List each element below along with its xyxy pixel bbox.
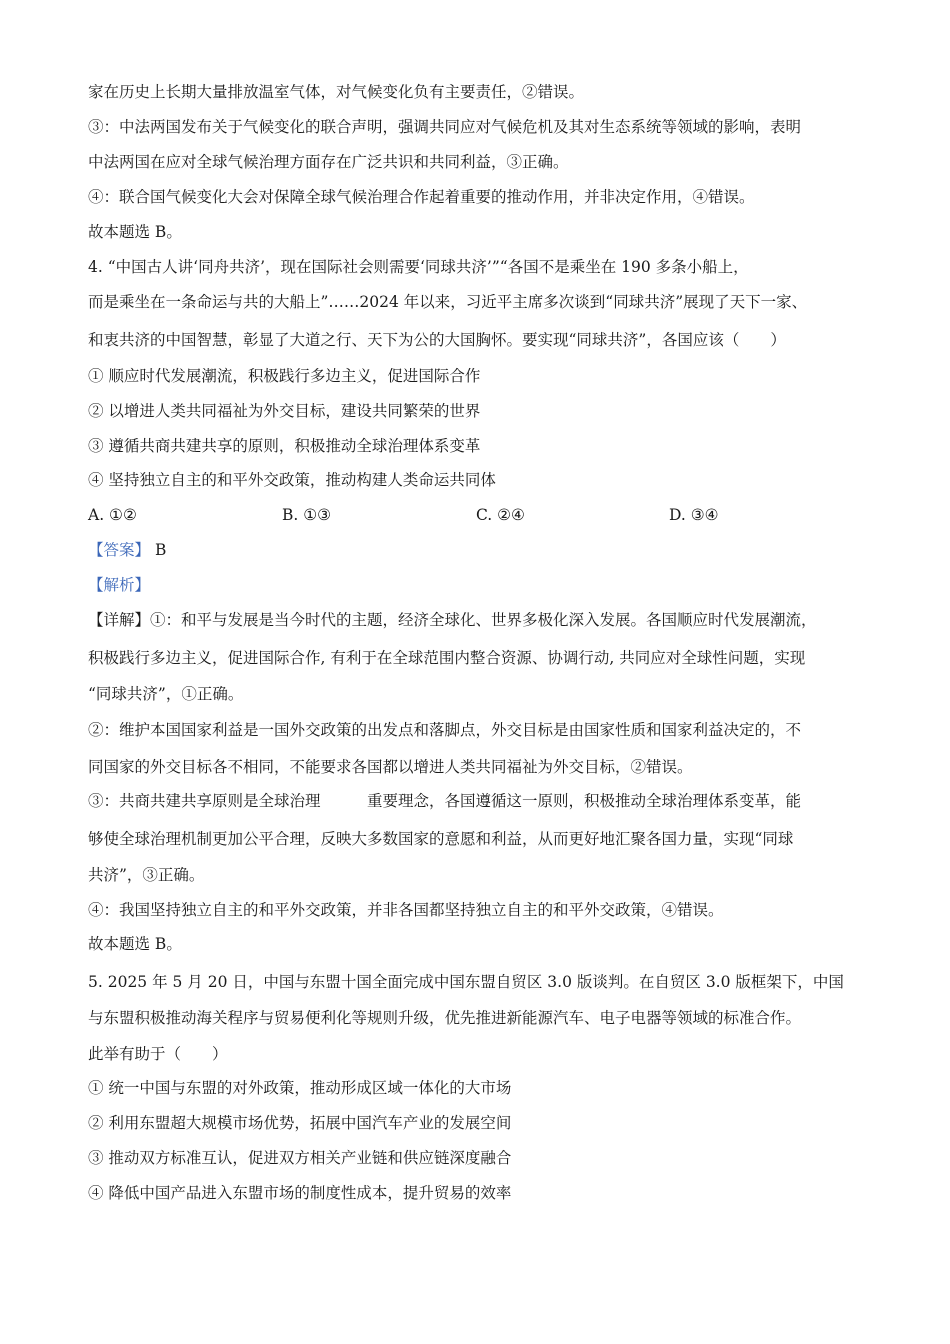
text-line: 中法两国在应对全球气候治理方面存在广泛共识和共同利益，③正确。 [88, 153, 569, 171]
option-b: B. ①③ [282, 506, 332, 524]
question-item: ② 以增进人类共同福祉为外交目标，建设共同繁荣的世界 [88, 402, 481, 420]
question-item: ① 统一中国与东盟的对外政策，推动形成区域一体化的大市场 [88, 1079, 512, 1097]
text-line: 故本题选 B。 [88, 223, 182, 241]
answer-value: B [154, 541, 167, 559]
question-item: ② 利用东盟超大规模市场优势，拓展中国汽车产业的发展空间 [88, 1114, 512, 1132]
analysis-tag: 【解析】 [88, 576, 151, 594]
analysis-text: ④：我国坚持独立自主的和平外交政策，并非各国都坚持独立自主的和平外交政策，④错误。 [88, 901, 724, 919]
question-stem: 此举有助于（ ） [88, 1045, 228, 1063]
question-stem: 与东盟积极推动海关程序与贸易便利化等规则升级，优先推进新能源汽车、电子电器等领域的标准合作。 [88, 1009, 802, 1027]
analysis-text: ②：维护本国国家利益是一国外交政策的出发点和落脚点，外交目标是由国家性质和国家利益决定的，不 [88, 721, 802, 739]
option-a: A. ①② [88, 506, 137, 524]
question-item: ① 顺应时代发展潮流，积极践行多边主义，促进国际合作 [88, 367, 481, 385]
text-line: 家在历史上长期大量排放温室气体，对气候变化负有主要责任，②错误。 [88, 83, 585, 101]
answer-line [88, 540, 166, 560]
option-c: C. ②④ [476, 506, 525, 524]
answer-tag: 【答案】 [88, 541, 151, 559]
analysis-text: 共济”，③正确。 [88, 866, 205, 884]
question-stem: 4. “中国古人讲‘同舟共济’，现在国际社会则需要‘同球共济’”“各国不是乘坐在 190 多条小船上， [88, 258, 749, 276]
question-item: ③ 推动双方标准互认，促进双方相关产业链和供应链深度融合 [88, 1149, 512, 1167]
question-item: ③ 遵循共商共建共享的原则，积极推动全球治理体系变革 [88, 437, 481, 455]
analysis-text: 够使全球治理机制更加公平合理，反映大多数国家的意愿和利益，从而更好地汇聚各国力量，实现“同球 [88, 830, 794, 848]
analysis-text: ③：共商共建共享原则是全球治理 重要理念，各国遵循这一原则，积极推动全球治理体系变革，能 [88, 792, 802, 810]
text-line: ④：联合国气候变化大会对保障全球气候治理合作起着重要的推动作用，并非决定作用，④错误。 [88, 188, 755, 206]
question-item: ④ 坚持独立自主的和平外交政策，推动构建人类命运共同体 [88, 471, 496, 489]
question-stem: 5. 2025 年 5 月 20 日，中国与东盟十国全面完成中国东盟自贸区 3.0 版谈判。在自贸区 3.0 版框架下，中国 [88, 973, 844, 991]
option-d: D. ③④ [669, 506, 719, 524]
analysis-text: “同球共济”，①正确。 [88, 685, 244, 703]
analysis-text: 故本题选 B。 [88, 935, 182, 953]
analysis-text: 【详解】①：和平与发展是当今时代的主题，经济全球化、世界多极化深入发展。各国顺应时代发展潮流， [88, 611, 817, 629]
analysis-text: 积极践行多边主义，促进国际合作, 有利于在全球范围内整合资源、协调行动, 共同应对全球性问题，实现 [88, 649, 806, 667]
question-item: ④ 降低中国产品进入东盟市场的制度性成本，提升贸易的效率 [88, 1184, 512, 1202]
analysis-text: 同国家的外交目标各不相同，不能要求各国都以增进人类共同福祉为外交目标，②错误。 [88, 758, 693, 776]
text-line: ③：中法两国发布关于气候变化的联合声明，强调共同应对气候危机及其对生态系统等领域的影响，表明 [88, 118, 802, 136]
question-stem: 而是乘坐在一条命运与共的大船上”……2024 年以来，习近平主席多次谈到“同球共济”展现了天下一家、 [88, 293, 808, 311]
question-stem: 和衷共济的中国智慧，彰显了大道之行、天下为公的大国胸怀。要实现“同球共济”，各国应该（ ） [88, 331, 786, 349]
